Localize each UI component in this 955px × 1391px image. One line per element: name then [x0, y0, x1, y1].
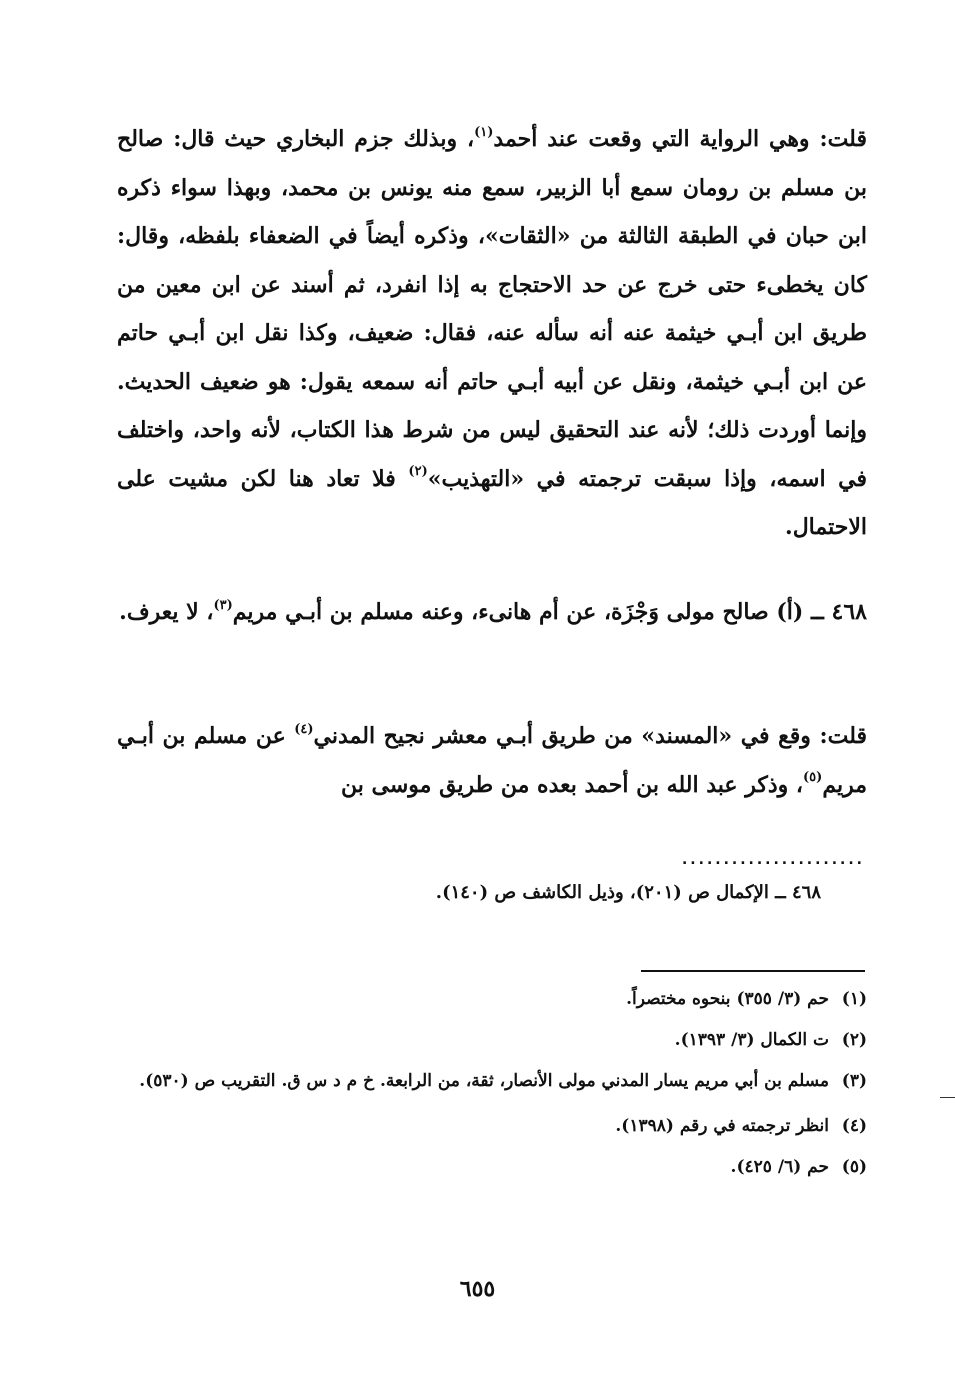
para1-text-3: فلا تعاد هنا لكن مشيت على الاحتمال.	[117, 465, 867, 540]
footnote-ref-3[interactable]: (٣)	[213, 597, 233, 613]
margin-scan-mark	[940, 1097, 955, 1098]
footnote-number: (٤)	[841, 1116, 867, 1136]
footnotes-list	[117, 983, 867, 1192]
body-paragraph-1	[117, 115, 867, 552]
footnote-ref-5[interactable]: (٥)	[803, 770, 823, 786]
footnote-4	[117, 1110, 867, 1143]
footnote-text: مسلم بن أبي مريم يسار المدني مولى الأنصار، ثقة، من الرابعة. خ م د س ق. التقريب ص (٥٣٠).	[139, 1071, 829, 1091]
footnote-ref-2[interactable]: (٢)	[408, 464, 428, 480]
para3-text-2: عن مسلم بن أبـي مريم	[117, 723, 867, 798]
footnote-1	[117, 983, 867, 1016]
para3-text-1: قلت: وقع في «المسند» من طريق أبـي معشر نجيح المدني	[313, 723, 867, 749]
footnote-text: ت الكمال (٣/ ١٣٩٣).	[674, 1030, 829, 1050]
footnote-separator-line	[641, 970, 865, 972]
footnote-number: (٣)	[841, 1071, 867, 1091]
footnote-ref-1[interactable]: (١)	[474, 124, 494, 140]
para2-text-2: ، لا يعرف.	[119, 599, 214, 625]
footnote-3	[117, 1065, 867, 1098]
footnote-number: (٥)	[841, 1157, 867, 1177]
para1-text-2: ، وبذلك جزم البخاري حيث قال: صالح بن مسلم بن رومان سمع أبا الزبير، سمع منه يونس بن محمد، وبهذا سواء ذكره ابن حبان في الطبقة الثالثة من «الثقات»، وذكره أيضاً في الضعفاء بلفظه، وقال: كان يخطىء حتى خرج عن حد الاحتجاج به إذا انفرد، ثم أسند عن ابن معين من طريق ابن أبـي خيثمة عنه أنه سأله عنه، فقال: ضعيف، وكذا نقل ابن أبـي حاتم عن ابن أبـي خيثمة، ونقل عن أبيه أبـي حاتم أنه سمعه يقول: هو ضعيف الحديث. وإنما أوردت ذلك؛ لأنه عند التحقيق ليس من شرط هذا الكتاب، لأنه واحد، واختلف في اسمه، وإذا سبقت ترجمته في «التهذيب»	[117, 126, 868, 492]
dotted-separator: ......................	[681, 852, 865, 868]
footnote-text: انظر ترجمته في رقم (١٣٩٨).	[615, 1116, 829, 1136]
para2-text-1: ٤٦٨ ــ (أ) صالح مولى وَجْزَة، عن أم هانىء، وعنه مسلم بن أبـي مريم	[232, 599, 867, 625]
footnote-5	[117, 1151, 867, 1184]
footnote-2	[117, 1024, 867, 1057]
footnote-ref-4[interactable]: (٤)	[294, 721, 314, 737]
footnote-text: حم (٦/ ٤٢٥).	[730, 1157, 829, 1177]
para3-text-3: ، وذكر عبد الله بن أحمد بعده من طريق موسى بن	[340, 771, 804, 798]
entry-468-source-note: ٤٦٨ ــ الإكمال ص (٢٠١)، وذيل الكاشف ص (١٤٠).	[435, 882, 821, 903]
footnote-text: حم (٣/ ٣٥٥) بنحوه مختصراً.	[626, 989, 829, 1009]
footnote-number: (١)	[841, 989, 867, 1009]
entry-468-paragraph	[117, 588, 867, 637]
para1-text-1: قلت: وهي الرواية التي وقعت عند أحمد	[493, 126, 867, 152]
footnote-number: (٢)	[841, 1030, 867, 1050]
body-paragraph-3	[117, 712, 867, 809]
page-number: ٦٥٥	[459, 1276, 496, 1302]
